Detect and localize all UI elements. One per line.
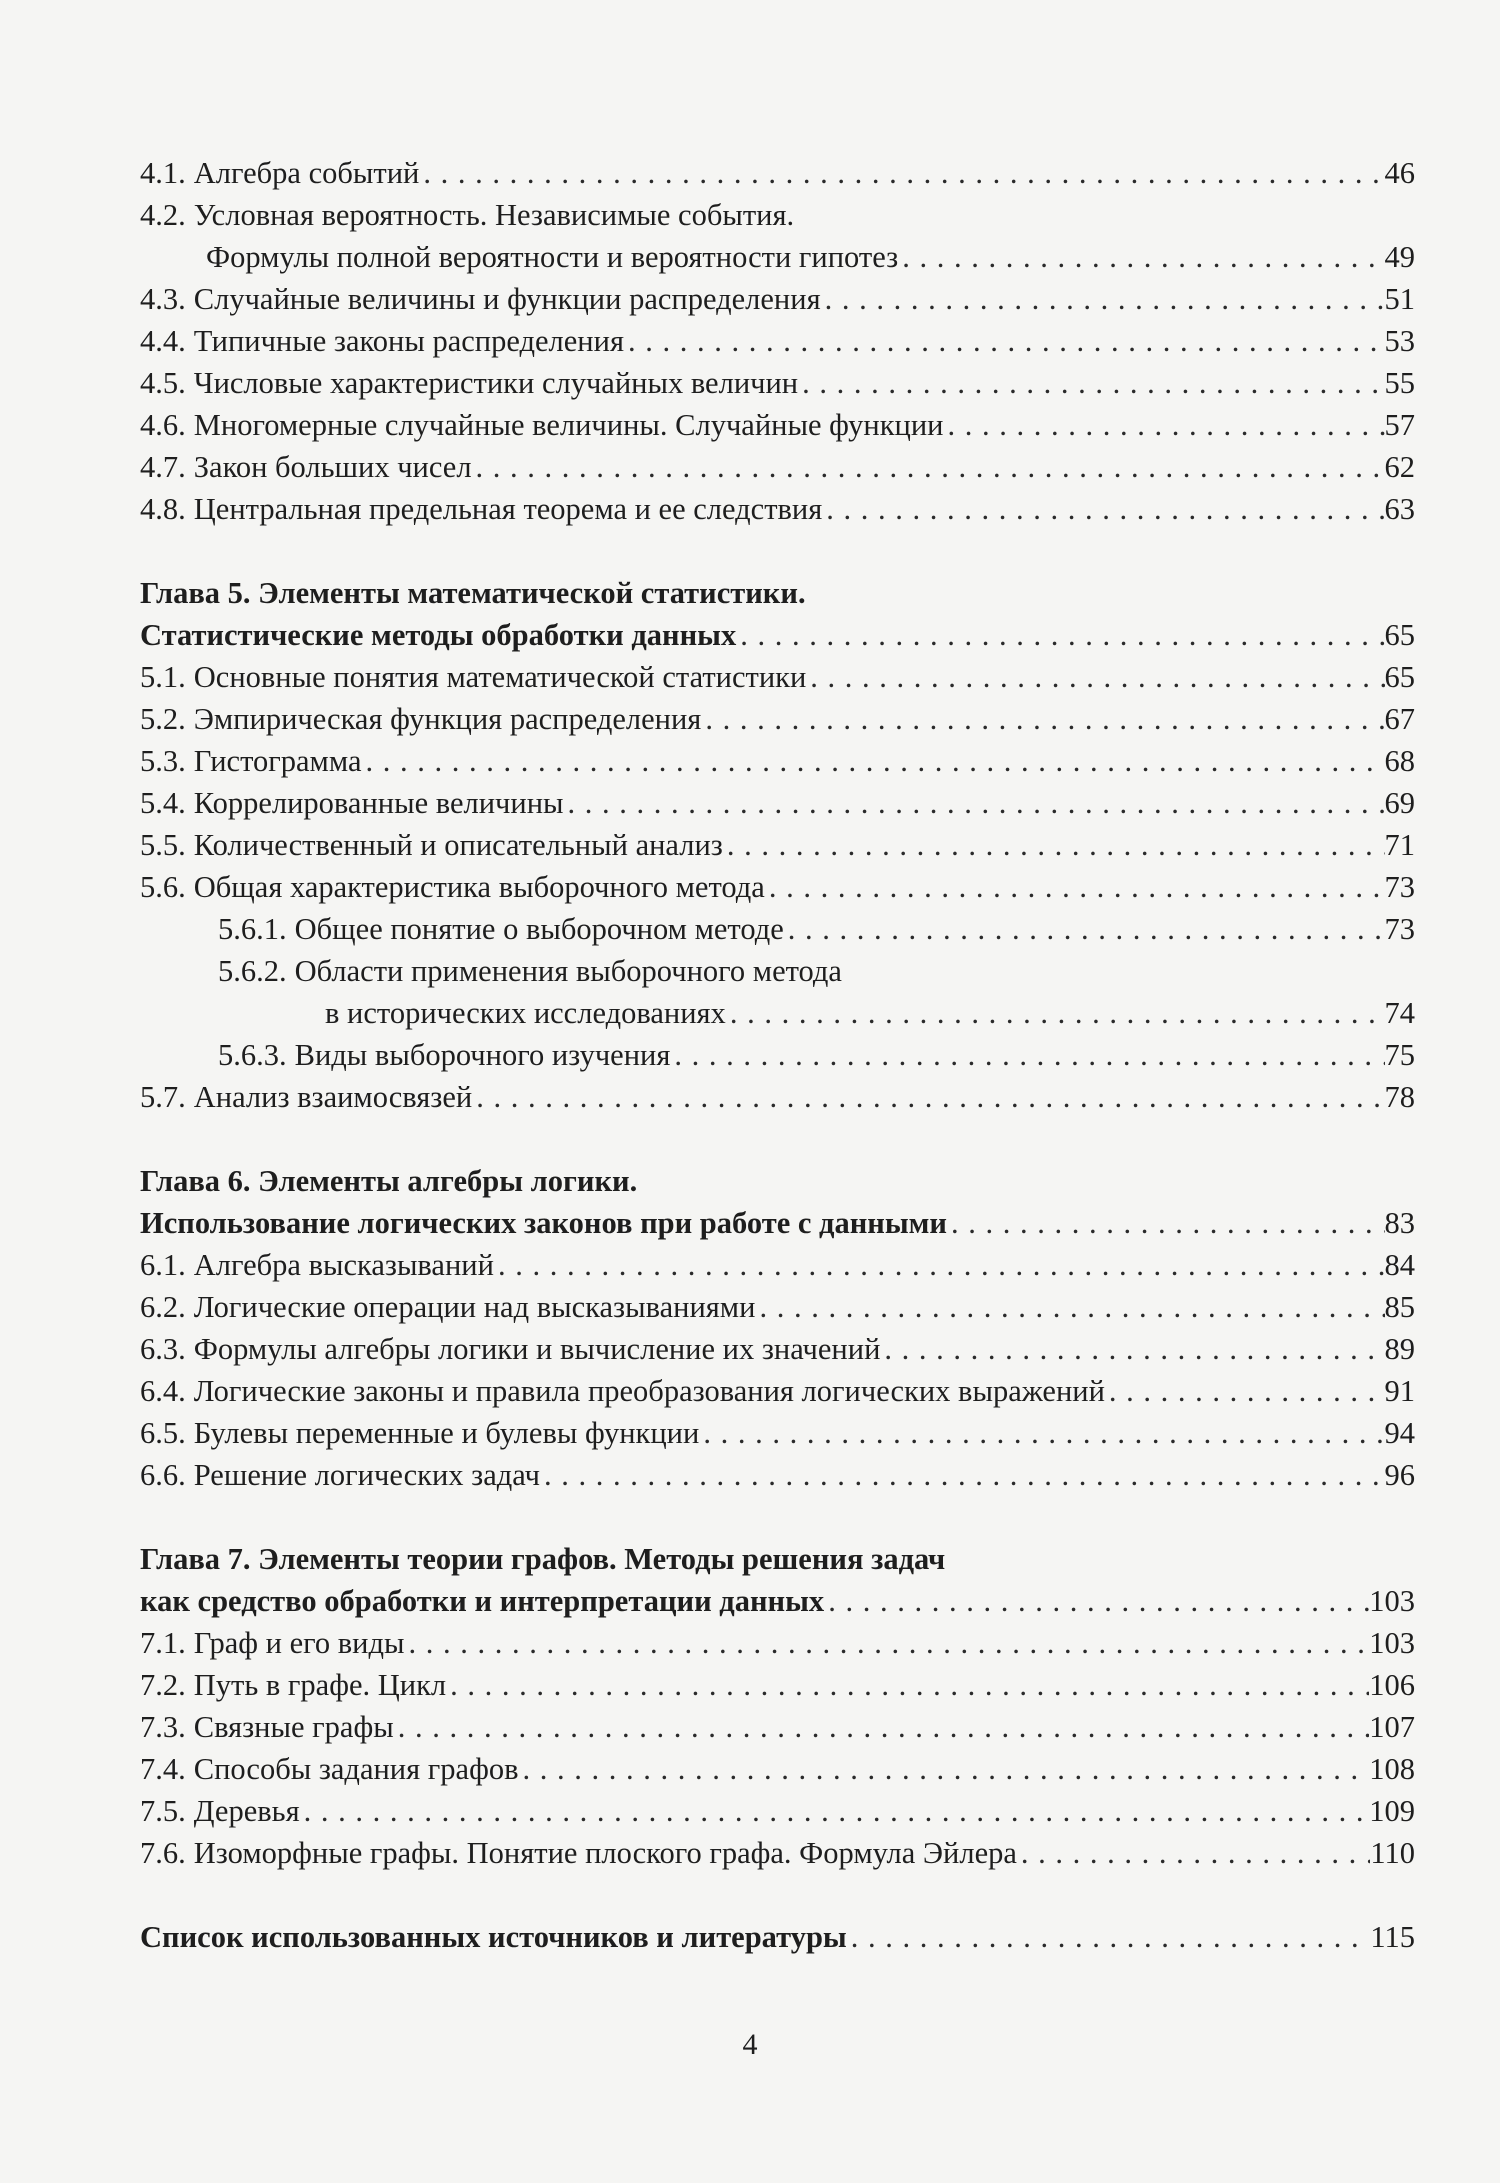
- section-number: 7.4.: [140, 1752, 186, 1786]
- dot-leader: [765, 866, 1385, 908]
- page-number: 55: [1384, 366, 1415, 400]
- dot-leader: [723, 824, 1385, 866]
- chapter-title-continued: Статистические методы обработки данных: [140, 618, 737, 652]
- section-title: Алгебра высказываний: [193, 1248, 494, 1282]
- toc-entry-5-7[interactable]: [140, 1076, 1415, 1118]
- page-number: 65: [1384, 618, 1415, 652]
- toc-entry-7-2[interactable]: [140, 1664, 1415, 1706]
- section-number: 5.3.: [140, 744, 186, 778]
- page-number: 103: [1369, 1626, 1415, 1660]
- page-footer-number: 4: [742, 2028, 758, 2061]
- section-number: 4.8.: [140, 492, 186, 526]
- toc-entry-5-6[interactable]: [140, 866, 1415, 908]
- chapter-title-continued: как средство обработки и интерпретации данных: [140, 1584, 825, 1618]
- section-number: 5.7.: [140, 1080, 186, 1114]
- section-number: 6.3.: [140, 1332, 186, 1366]
- section-number: 7.1.: [140, 1626, 186, 1660]
- page-number: 85: [1384, 1290, 1415, 1324]
- dot-leader: [519, 1748, 1370, 1790]
- section-number: 6.5.: [140, 1416, 186, 1450]
- page-number: 63: [1384, 492, 1415, 526]
- toc-chapter-7[interactable]: [140, 1538, 1415, 1580]
- section-number: 6.2.: [140, 1290, 186, 1324]
- toc-entry-5-6-3[interactable]: [140, 1034, 1415, 1076]
- spacer: [140, 1874, 1415, 1916]
- toc-entry-6-1[interactable]: [140, 1244, 1415, 1286]
- spacer: [140, 1118, 1415, 1160]
- chapter-title-continued: Использование логических законов при работе с данными: [140, 1206, 947, 1240]
- section-number: 5.6.1.: [218, 912, 287, 946]
- toc-entry-4-2[interactable]: [140, 194, 1415, 236]
- dot-leader: [362, 740, 1385, 782]
- page-number: 67: [1384, 702, 1415, 736]
- section-number: 5.1.: [140, 660, 186, 694]
- page-number: 57: [1384, 408, 1415, 442]
- dot-leader: [726, 992, 1385, 1034]
- page-number: 96: [1384, 1458, 1415, 1492]
- toc-entry-4-3[interactable]: [140, 278, 1415, 320]
- section-title: Эмпирическая функция распределения: [193, 702, 702, 736]
- section-number: 5.4.: [140, 786, 186, 820]
- section-number: 7.2.: [140, 1668, 186, 1702]
- section-number: 5.5.: [140, 828, 186, 862]
- dot-leader: [821, 278, 1385, 320]
- section-title: Виды выборочного изучения: [294, 1038, 671, 1072]
- toc-entry-5-6-2[interactable]: [140, 950, 1415, 992]
- toc-entry-5-3[interactable]: [140, 740, 1415, 782]
- section-number: 5.6.3.: [218, 1038, 287, 1072]
- section-number: 6.1.: [140, 1248, 186, 1282]
- dot-leader: [1105, 1370, 1385, 1412]
- section-title: Логические операции над высказываниями: [193, 1290, 756, 1324]
- toc-entry-5-5[interactable]: [140, 824, 1415, 866]
- section-number: 5.6.2.: [218, 954, 287, 988]
- page-number: 115: [1370, 1920, 1415, 1954]
- section-title-continued: Формулы полной вероятности и вероятности гипотез: [206, 240, 899, 274]
- section-title: Общая характеристика выборочного метода: [193, 870, 765, 904]
- dot-leader: [419, 152, 1384, 194]
- section-title: Гистограмма: [193, 744, 362, 778]
- dot-leader: [944, 404, 1385, 446]
- page-number: 62: [1384, 450, 1415, 484]
- page-number: 84: [1384, 1248, 1415, 1282]
- dot-leader: [1017, 1832, 1370, 1874]
- toc-chapter-5-continued[interactable]: [140, 614, 1415, 656]
- page-number: 68: [1384, 744, 1415, 778]
- section-number: 7.5.: [140, 1794, 186, 1828]
- dot-leader: [540, 1454, 1385, 1496]
- page-number: 65: [1384, 660, 1415, 694]
- page-number: 49: [1384, 240, 1415, 274]
- section-number: 4.6.: [140, 408, 186, 442]
- page-number: 106: [1369, 1668, 1415, 1702]
- section-title: Деревья: [193, 1794, 300, 1828]
- section-title: Области применения выборочного метода: [294, 954, 842, 988]
- toc-entry-7-1[interactable]: [140, 1622, 1415, 1664]
- section-number: 4.2.: [140, 198, 186, 232]
- toc-entry-4-1[interactable]: [140, 152, 1415, 194]
- section-number: 4.3.: [140, 282, 186, 316]
- dot-leader: [947, 1202, 1385, 1244]
- toc-entry-6-4[interactable]: [140, 1370, 1415, 1412]
- toc-entry-7-6[interactable]: [140, 1832, 1415, 1874]
- dot-leader: [394, 1706, 1370, 1748]
- dot-leader: [472, 1076, 1384, 1118]
- page-number: 46: [1384, 156, 1415, 190]
- page-number: 51: [1384, 282, 1415, 316]
- dot-leader: [404, 1622, 1369, 1664]
- toc-chapter-6[interactable]: [140, 1160, 1415, 1202]
- dot-leader: [494, 1244, 1385, 1286]
- page-number: 73: [1384, 912, 1415, 946]
- dot-leader: [472, 446, 1385, 488]
- dot-leader: [798, 362, 1384, 404]
- section-title: Изоморфные графы. Понятие плоского графа. Формула Эйлера: [193, 1836, 1017, 1870]
- dot-leader: [755, 1286, 1384, 1328]
- toc-chapter-5[interactable]: [140, 572, 1415, 614]
- dot-leader: [670, 1034, 1384, 1076]
- section-title: Случайные величины и функции распределения: [193, 282, 821, 316]
- page-number: 110: [1370, 1836, 1415, 1870]
- toc-entry-7-5[interactable]: [140, 1790, 1415, 1832]
- toc-entry-4-6[interactable]: [140, 404, 1415, 446]
- dot-leader: [564, 782, 1385, 824]
- section-title: Формулы алгебры логики и вычисление их значений: [193, 1332, 881, 1366]
- section-number: 4.7.: [140, 450, 186, 484]
- section-number: 5.6.: [140, 870, 186, 904]
- dot-leader: [300, 1790, 1370, 1832]
- dot-leader: [624, 320, 1385, 362]
- toc-entry-4-8[interactable]: [140, 488, 1415, 530]
- dot-leader: [880, 1328, 1384, 1370]
- page-number: 69: [1384, 786, 1415, 820]
- page-number: 108: [1369, 1752, 1415, 1786]
- section-title-continued: в исторических исследованиях: [325, 996, 726, 1030]
- section-number: 5.2.: [140, 702, 186, 736]
- section-title: Многомерные случайные величины. Случайные функции: [193, 408, 944, 442]
- toc-entry-5-1[interactable]: [140, 656, 1415, 698]
- page-number: 107: [1369, 1710, 1415, 1744]
- spacer: [140, 1496, 1415, 1538]
- section-number: 6.6.: [140, 1458, 186, 1492]
- section-title: Общее понятие о выборочном методе: [294, 912, 784, 946]
- toc-entry-6-3[interactable]: [140, 1328, 1415, 1370]
- toc-chapter-6-continued[interactable]: [140, 1202, 1415, 1244]
- toc-entry-5-6-2-continued[interactable]: [140, 992, 1415, 1034]
- section-title: Анализ взаимосвязей: [193, 1080, 473, 1114]
- toc-entry-4-7[interactable]: [140, 446, 1415, 488]
- toc-entry-5-6-1[interactable]: [140, 908, 1415, 950]
- section-title: Решение логических задач: [193, 1458, 540, 1492]
- section-title: Алгебра событий: [193, 156, 420, 190]
- dot-leader: [701, 698, 1384, 740]
- page-number: 94: [1384, 1416, 1415, 1450]
- dot-leader: [847, 1916, 1371, 1958]
- dot-leader: [824, 1580, 1369, 1622]
- toc-entry-7-4[interactable]: [140, 1748, 1415, 1790]
- section-title: Числовые характеристики случайных величин: [193, 366, 799, 400]
- section-title: Условная вероятность. Независимые события.: [193, 198, 795, 232]
- toc-chapter-7-continued[interactable]: [140, 1580, 1415, 1622]
- toc-entry-6-6[interactable]: [140, 1454, 1415, 1496]
- toc-entry-4-4[interactable]: [140, 320, 1415, 362]
- toc-entry-7-3[interactable]: [140, 1706, 1415, 1748]
- toc-entry-4-5[interactable]: [140, 362, 1415, 404]
- toc-entry-4-2-continued[interactable]: [140, 236, 1415, 278]
- dot-leader: [446, 1664, 1369, 1706]
- section-title: Закон больших чисел: [193, 450, 472, 484]
- section-title: Связные графы: [193, 1710, 394, 1744]
- section-title: Путь в графе. Цикл: [193, 1668, 447, 1702]
- section-number: 4.4.: [140, 324, 186, 358]
- dot-leader: [898, 236, 1384, 278]
- section-number: 4.5.: [140, 366, 186, 400]
- page-number: 71: [1384, 828, 1415, 862]
- dot-leader: [736, 614, 1384, 656]
- toc-entry-5-2[interactable]: [140, 698, 1415, 740]
- dot-leader: [699, 1412, 1384, 1454]
- section-title: Граф и его виды: [193, 1626, 405, 1660]
- page-number: 53: [1384, 324, 1415, 358]
- chapter-title: Глава 7. Элементы теории графов. Методы решения задач: [140, 1542, 946, 1576]
- page-number: 109: [1369, 1794, 1415, 1828]
- section-title: Логические законы и правила преобразования логических выражений: [193, 1374, 1105, 1408]
- chapter-title: Глава 5. Элементы математической статистики.: [140, 576, 806, 610]
- references-title: Список использованных источников и литературы: [140, 1920, 847, 1954]
- section-number: 7.6.: [140, 1836, 186, 1870]
- dot-leader: [784, 908, 1385, 950]
- section-title: Способы задания графов: [193, 1752, 519, 1786]
- section-title: Булевы переменные и булевы функции: [193, 1416, 700, 1450]
- page-number: 75: [1384, 1038, 1415, 1072]
- section-title: Коррелированные величины: [193, 786, 564, 820]
- toc-entry-6-5[interactable]: [140, 1412, 1415, 1454]
- table-of-contents: [140, 152, 1415, 1958]
- page-number: 83: [1384, 1206, 1415, 1240]
- spacer: [140, 530, 1415, 572]
- section-number: 7.3.: [140, 1710, 186, 1744]
- section-title: Центральная предельная теорема и ее следствия: [193, 492, 823, 526]
- toc-references[interactable]: [140, 1916, 1415, 1958]
- dot-leader: [822, 488, 1384, 530]
- toc-entry-5-4[interactable]: [140, 782, 1415, 824]
- chapter-title: Глава 6. Элементы алгебры логики.: [140, 1164, 638, 1198]
- section-title: Типичные законы распределения: [193, 324, 624, 358]
- page-number: 78: [1384, 1080, 1415, 1114]
- toc-entry-6-2[interactable]: [140, 1286, 1415, 1328]
- page-number: 91: [1384, 1374, 1415, 1408]
- page-number: 73: [1384, 870, 1415, 904]
- section-title: Основные понятия математической статистики: [193, 660, 807, 694]
- section-title: Количественный и описательный анализ: [193, 828, 723, 862]
- dot-leader: [806, 656, 1384, 698]
- page-number: 103: [1369, 1584, 1415, 1618]
- page-number: 89: [1384, 1332, 1415, 1366]
- section-number: 6.4.: [140, 1374, 186, 1408]
- page-number: 74: [1384, 996, 1415, 1030]
- section-number: 4.1.: [140, 156, 186, 190]
